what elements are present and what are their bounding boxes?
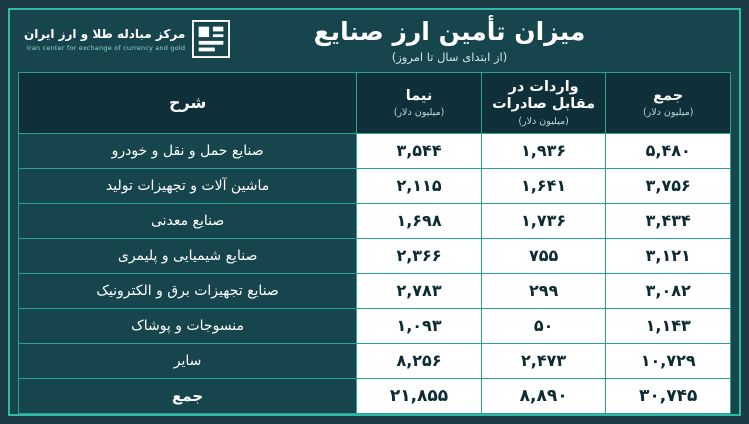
column-header-sum-label: جمع — [653, 87, 684, 104]
cell-nima: ۲۱,۸۵۵ — [357, 378, 482, 413]
cell-description: صنایع معدنی — [19, 203, 357, 238]
cell-nima: ۲,۷۸۳ — [357, 273, 482, 308]
cell-description: صنایع شیمیایی و پلیمری — [19, 238, 357, 273]
column-header-sum — [606, 73, 731, 134]
cell-sum: ۱۰,۷۲۹ — [606, 343, 731, 378]
cell-description: جمع — [19, 378, 357, 413]
cell-import-vs-export: ۵۰ — [481, 308, 606, 343]
table-header — [19, 73, 731, 134]
cell-sum: ۳,۰۸۲ — [606, 273, 731, 308]
column-header-import-vs-export — [481, 73, 606, 134]
table-row — [19, 133, 731, 168]
cell-sum: ۳,۱۲۱ — [606, 238, 731, 273]
logo — [24, 20, 230, 58]
table-row — [19, 273, 731, 308]
column-header-nima — [357, 73, 482, 134]
cell-import-vs-export: ۲۹۹ — [481, 273, 606, 308]
cell-description: صنایع حمل و نقل و خودرو — [19, 133, 357, 168]
cell-sum: ۳,۷۵۶ — [606, 168, 731, 203]
logo-title-en: Iran center for exchange of currency and gold — [26, 43, 186, 52]
cell-nima: ۱,۰۹۳ — [357, 308, 482, 343]
column-header-import-vs-export-label: واردات در مقابل صادرات — [492, 79, 596, 113]
cell-import-vs-export: ۱,۶۴۱ — [481, 168, 606, 203]
table-row — [19, 168, 731, 203]
infographic-frame — [8, 8, 741, 416]
table-body — [19, 133, 731, 413]
cell-description: ماشین آلات و تجهیزات تولید — [19, 168, 357, 203]
cell-import-vs-export: ۱,۷۳۶ — [481, 203, 606, 238]
cell-sum: ۳۰,۷۴۵ — [606, 378, 731, 413]
cell-nima: ۸,۲۵۶ — [357, 343, 482, 378]
exchange-center-logo-icon — [192, 20, 230, 58]
column-header-import-vs-export-unit: (میلیون دلار) — [518, 115, 569, 127]
currency-supply-table — [18, 72, 731, 414]
column-header-nima-label: نیما — [405, 87, 433, 104]
cell-import-vs-export: ۱,۹۳۶ — [481, 133, 606, 168]
logo-title-fa: مرکز مبادله طلا و ارز ایران — [24, 26, 186, 41]
cell-sum: ۵,۴۸۰ — [606, 133, 731, 168]
column-header-nima-unit: (میلیون دلار) — [393, 107, 445, 119]
column-header-description-label: شرح — [169, 93, 207, 113]
cell-nima: ۳,۵۴۴ — [357, 133, 482, 168]
page-subtitle: (از ابتدای سال تا امروز) — [391, 49, 508, 64]
cell-nima: ۲,۱۱۵ — [357, 168, 482, 203]
cell-description: منسوجات و پوشاک — [19, 308, 357, 343]
cell-description: صنایع تجهیزات برق و الکترونیک — [19, 273, 357, 308]
table-header-row — [19, 73, 731, 134]
table-row — [19, 343, 731, 378]
table-container — [10, 72, 739, 422]
cell-import-vs-export: ۸,۸۹۰ — [481, 378, 606, 413]
header — [10, 10, 739, 72]
cell-import-vs-export: ۷۵۵ — [481, 238, 606, 273]
table-row — [19, 203, 731, 238]
cell-nima: ۲,۳۶۶ — [357, 238, 482, 273]
table-row — [19, 308, 731, 343]
table-row-total — [19, 378, 731, 413]
cell-sum: ۱,۱۴۳ — [606, 308, 731, 343]
cell-nima: ۱,۶۹۸ — [357, 203, 482, 238]
cell-import-vs-export: ۲,۴۷۳ — [481, 343, 606, 378]
column-header-description — [19, 73, 357, 134]
logo-text — [24, 27, 185, 52]
column-header-sum-unit: (میلیون دلار) — [642, 107, 694, 119]
cell-description: سایر — [19, 343, 357, 378]
table-row — [19, 238, 731, 273]
page-title: میزان تأمین ارز صنایع — [313, 17, 586, 47]
cell-sum: ۳,۴۳۴ — [606, 203, 731, 238]
